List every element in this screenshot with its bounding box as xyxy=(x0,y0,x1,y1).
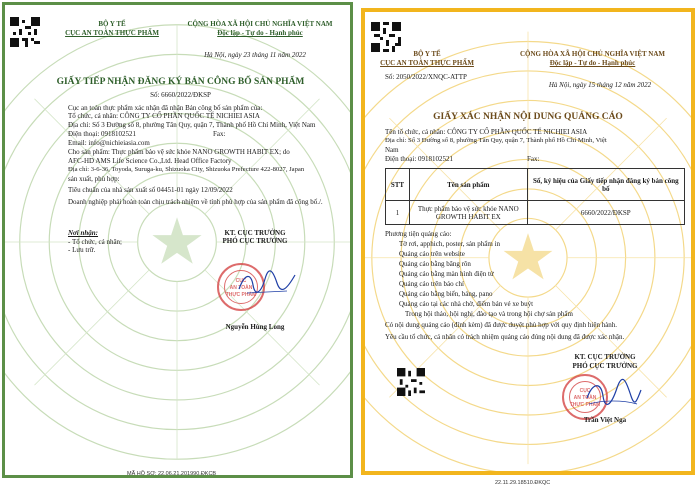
address-line-2: Nam xyxy=(385,146,399,154)
body-line-3: Địa chỉ: Số 3 Đường số 8, phường Tân Quy, quận 7, Thành phố Hồ Chí Minh, Việt Nam xyxy=(68,121,316,129)
qr-code xyxy=(371,22,401,52)
body-line-11: Doanh nghiệp phải hoàn toàn chịu trách nhiệm về tính phù hợp của sản phẩm đã công bố./. xyxy=(68,198,323,206)
col-header-product: Tên sản phẩm xyxy=(409,169,527,201)
col-header-registration: Số, ký hiệu của Giấy tiếp nhận đăng ký bản công bố xyxy=(527,169,684,201)
approval-note: Có nội dung quảng cáo (đính kèm) đã được duyệt phù hợp với quy định hiện hành. xyxy=(385,321,618,329)
media-title: Phương tiện quảng cáo: xyxy=(385,230,452,238)
document-number: Số: 2050/2022/XNQC-ATTP xyxy=(385,73,467,81)
table-row xyxy=(386,201,685,225)
signer-role-2: PHÓ CỤC TRƯỞNG xyxy=(572,362,638,370)
seal-text-top: CỤC xyxy=(235,278,247,284)
right-dossier-code: 22.11.29.18510.ĐKQC xyxy=(495,480,551,486)
body-line-2: Tổ chức, cá nhân: CÔNG TY CỔ PHẦN QUỐC TẾ NICHIEI ASIA xyxy=(68,112,260,120)
signer-name: Nguyễn Hùng Long xyxy=(225,323,285,331)
qr-code xyxy=(10,17,40,47)
seal-text-mid: AN TOÀN xyxy=(229,285,253,291)
signature xyxy=(583,378,643,410)
signer-name: Trần Việt Nga xyxy=(583,416,627,424)
recipient-2: - Lưu trữ. xyxy=(68,246,96,254)
dossier-code: MÃ HỒ SƠ: 22.06.21.201990.ĐKCB xyxy=(127,471,217,477)
country-name: CỘNG HÒA XÃ HỘI CHỦ NGHĨA VIỆT NAM xyxy=(519,50,665,58)
recipients-title: Nơi nhận: xyxy=(68,229,99,237)
address-line-1: Địa chỉ: Số 3 Đường số 8, phường Tân Quy, quận 7, Thành phố Hồ Chí Minh, Việt xyxy=(385,137,607,144)
seal-text-mid: AN TOÀN xyxy=(573,395,597,401)
registration-certificate xyxy=(2,2,353,478)
motto: Độc lập - Tự do - Hạnh phúc xyxy=(217,29,303,37)
document-number: Số: 6660/2022/ĐKSP xyxy=(150,91,211,99)
media-item: Quảng cáo tại các nhà chờ, điểm bán vé xe buýt xyxy=(399,300,534,308)
col-header-index: STT xyxy=(386,169,410,201)
signature xyxy=(237,267,297,297)
responsibility-note: Yêu cầu tổ chức, cá nhân có trách nhiệm quảng cáo đúng nội dung đã được xác nhận. xyxy=(385,333,625,341)
document-title: GIẤY TIẾP NHẬN ĐĂNG KÝ BẢN CÔNG BỐ SẢN PHẨM xyxy=(56,77,305,87)
org-line: Tên tổ chức, cá nhân: CÔNG TY CỔ PHẦN QUỐC TẾ NICHIEI ASIA xyxy=(385,128,588,136)
seal-text-bottom: THỰC PHẨM xyxy=(225,292,257,298)
agency-line-2: CỤC AN TOÀN THỰC PHẨM xyxy=(65,29,159,37)
body-line-5: Email: info@nichieiasia.com xyxy=(68,139,150,147)
cell-index: 1 xyxy=(386,201,410,225)
issue-date: Hà Nội, ngày 15 tháng 12 năm 2022 xyxy=(548,81,652,89)
document-title: GIẤY XÁC NHẬN NỘI DUNG QUẢNG CÁO xyxy=(433,112,623,122)
media-item: Trong hội thảo, hội nghị, đào tạo và trong hội chợ sản phẩm xyxy=(405,310,573,318)
country-name: CỘNG HÒA XÃ HỘI CHỦ NGHĨA VIỆT NAM xyxy=(187,20,333,28)
media-item: Quảng cáo trên website xyxy=(399,250,465,258)
seal-text-bottom: THỰC PHẨM xyxy=(569,402,601,408)
signer-role-2: PHÓ CỤC TRƯỞNG xyxy=(222,237,288,245)
fax-label: Fax: xyxy=(527,155,540,163)
media-item: Tờ rơi, apphich, poster, sản phẩm in xyxy=(399,240,501,248)
body-line-9: sản xuất, phù hợp: xyxy=(68,175,120,183)
agency-line-1: BỘ Y TẾ xyxy=(98,20,126,28)
cell-product: Thực phẩm bảo vệ sức khỏe NANO GROWTH HABIT EX xyxy=(409,201,527,225)
signer-role-1: KT. CỤC TRƯỞNG xyxy=(224,229,286,237)
media-item: Quảng cáo bằng màn hình điện tử xyxy=(399,270,494,278)
media-item: Quảng cáo trên báo chí xyxy=(399,280,464,288)
advertising-confirmation xyxy=(361,8,695,475)
agency-line-1: BỘ Y TẾ xyxy=(413,50,441,58)
body-line-8: Địa chỉ: 3-6-36, Toyoda, Suruga-ku, Shizuoka City, Shizuoka Prefecture 422-8027, Japan xyxy=(68,166,305,173)
body-line-6: Cho sản phẩm: Thực phẩm bảo vệ sức khỏe NANO GROWTH HABIT EX; do xyxy=(68,148,290,156)
body-line-7: AFC-HD AMS Life Science Co.,Ltd. Head Office Factory xyxy=(68,157,232,165)
cell-registration: 6660/2022/ĐKSP xyxy=(527,201,684,225)
qr-code-bottom xyxy=(397,368,425,396)
agency-line-2: CỤC AN TOÀN THỰC PHẨM xyxy=(380,59,474,67)
body-line-10: Tiêu chuẩn của nhà sản xuất số 04451-01 ngày 12/09/2022 xyxy=(68,186,233,194)
product-table xyxy=(385,168,685,225)
signer-role-1: KT. CỤC TRƯỞNG xyxy=(574,353,636,361)
table-header-row xyxy=(386,169,685,201)
body-line-1: Cục an toàn thực phẩm xác nhận đã nhận Bản công bố sản phẩm của: xyxy=(68,104,263,112)
phone-line: Điện thoại: 0918102521 xyxy=(385,155,454,163)
motto: Độc lập - Tự do - Hạnh phúc xyxy=(549,59,636,67)
media-item: Quảng cáo bằng biển, bảng, pano xyxy=(399,290,493,298)
recipient-1: - Tổ chức, cá nhân; xyxy=(68,238,123,246)
body-line-4: Điện thoại: 0918102521 xyxy=(68,130,137,138)
issue-date: Hà Nội, ngày 23 tháng 11 năm 2022 xyxy=(204,51,306,59)
seal-text-top: CỤC xyxy=(579,388,591,394)
media-item: Quảng cáo bằng băng rôn xyxy=(399,260,471,268)
fax-label: Fax: xyxy=(213,130,226,138)
